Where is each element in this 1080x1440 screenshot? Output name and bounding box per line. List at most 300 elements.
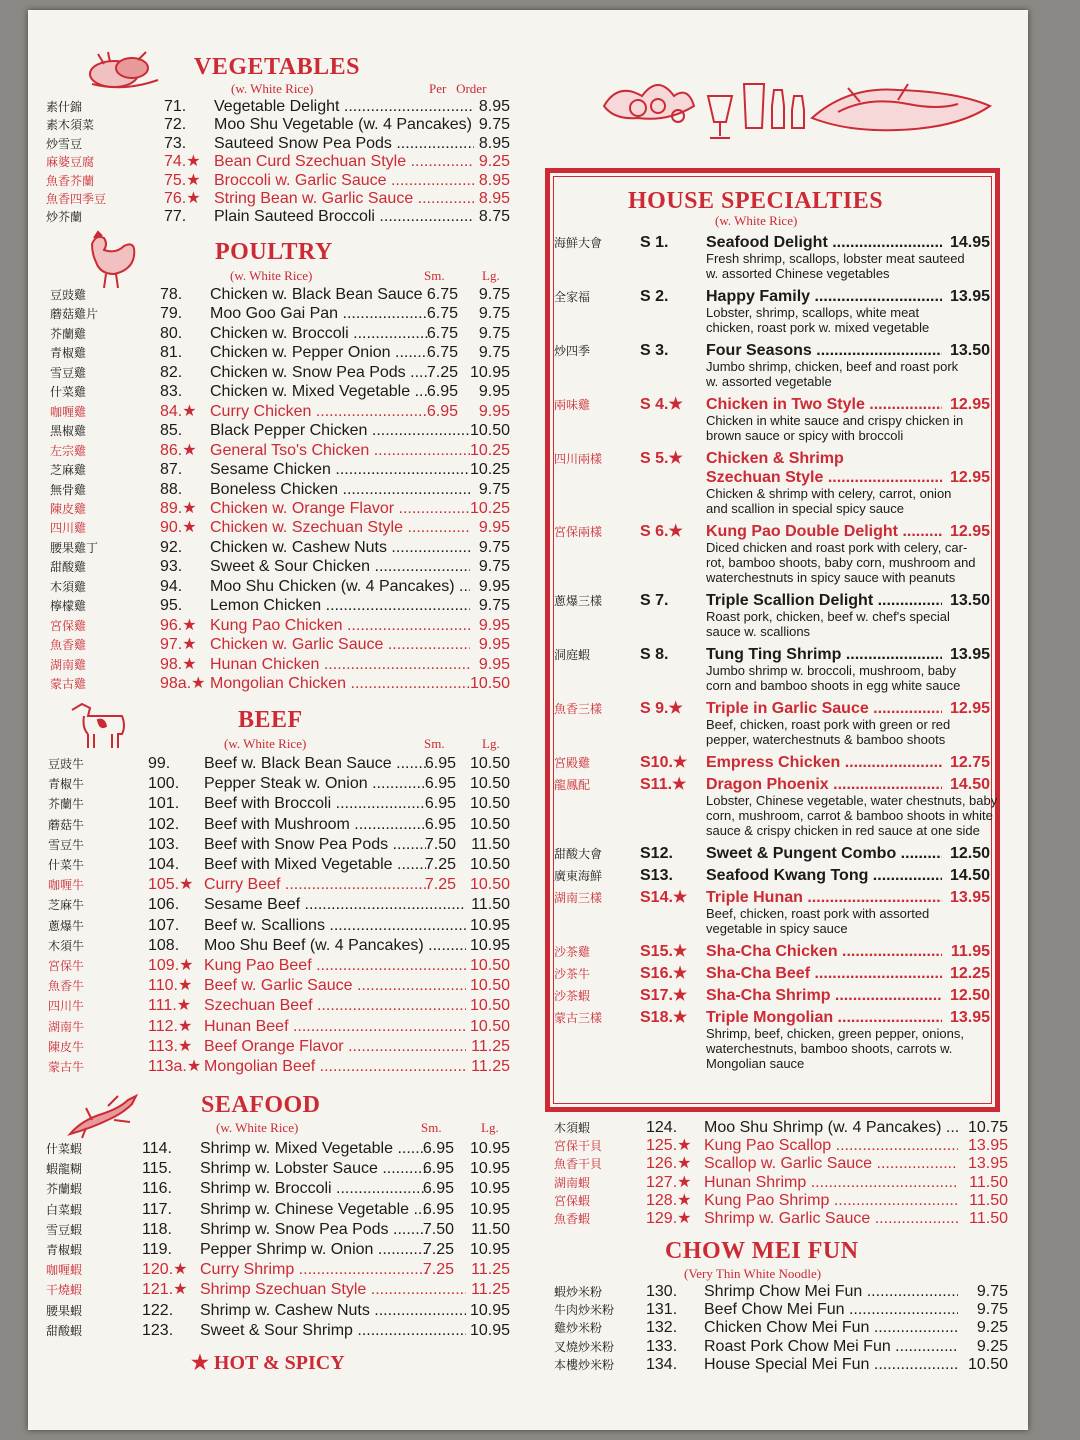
- house-special-item: [554, 449, 990, 469]
- item-number: 80.: [160, 324, 183, 342]
- item-name: Moo Goo Gai Pan .....: [210, 304, 428, 324]
- item-price: 12.95: [949, 469, 990, 486]
- item-price-large: 10.95: [469, 1321, 510, 1339]
- item-number: 106.: [148, 896, 180, 914]
- item-name: Sha-Cha Shrimp .....: [706, 986, 942, 1006]
- item-price-small: 7.50: [424, 835, 456, 853]
- item-name: Plain Sauteed Broccoli .....: [214, 207, 474, 227]
- house-special-item: [554, 591, 990, 611]
- item-chinese-name: 木須蝦: [554, 1121, 591, 1135]
- item-chinese-name: 魚香四季豆: [46, 192, 107, 206]
- poultry-title: POULTRY: [215, 239, 333, 265]
- item-number: S17.★: [640, 987, 688, 1004]
- item-name: Hunan Chicken .....: [210, 655, 470, 675]
- item-price-small: 6.95: [422, 1160, 454, 1178]
- item-description: chicken, roast pork w. mixed vegetable: [706, 320, 930, 335]
- item-name: Chicken w. Black Bean Sauce .....: [210, 285, 428, 305]
- item-description: and scallion in special spicy sauce: [706, 501, 904, 516]
- item-name: General Tso's Chicken .....: [210, 441, 470, 461]
- poultry-menu-item: [50, 441, 510, 461]
- item-price-large: 10.95: [469, 1160, 510, 1178]
- poultry-menu-item: [50, 616, 510, 636]
- item-number: 110.★: [148, 977, 193, 995]
- item-price-large: 10.50: [469, 1017, 510, 1035]
- chow-mei-fun-title: CHOW MEI FUN: [665, 1238, 859, 1264]
- item-name: Kung Pao Beef .....: [204, 956, 466, 976]
- item-number: 120.★: [142, 1261, 188, 1279]
- item-price: 8.75: [478, 208, 510, 226]
- seafood-menu-item: [46, 1220, 510, 1240]
- chow-mei-fun-item: [554, 1282, 1008, 1302]
- item-price: 8.95: [478, 171, 510, 189]
- item-name: Chicken w. Broccoli .....: [210, 324, 428, 344]
- item-chinese-name: 宮保兩樣: [554, 525, 603, 539]
- item-name: Curry Chicken .....: [210, 402, 428, 422]
- extra-seafood-item: [554, 1173, 1008, 1193]
- item-name: Triple Hunan .....: [706, 888, 942, 908]
- poultry-menu-item: [50, 343, 510, 363]
- item-chinese-name: 麻婆豆腐: [46, 155, 95, 170]
- vegetables-menu-item: [46, 189, 510, 209]
- item-price-small: 7.25: [424, 876, 456, 894]
- beef-menu-item: [48, 774, 510, 794]
- item-name: Shrimp w. Mixed Vegetable .....: [200, 1139, 426, 1159]
- item-name: Shrimp w. Cashew Nuts .....: [200, 1301, 466, 1321]
- beef-menu-item: [48, 855, 510, 875]
- seafood-menu-item: [46, 1200, 510, 1220]
- item-number: S 5.★: [640, 450, 683, 467]
- item-number: 88.: [160, 480, 183, 498]
- poultry-menu-item: [50, 577, 510, 597]
- item-price-large: 9.95: [478, 655, 510, 673]
- house-special-item: [554, 753, 990, 773]
- seafood-menu-item: [46, 1301, 510, 1321]
- item-name: String Bean w. Garlic Sauce .....: [214, 189, 474, 209]
- beef-lg-header: Lg.: [482, 736, 500, 751]
- item-price: 11.50: [969, 1173, 1008, 1191]
- item-number: 79.: [160, 305, 183, 323]
- vegetables-menu-item: [46, 171, 510, 191]
- item-description: Jumbo shrimp, chicken, beef and roast pork: [706, 359, 959, 374]
- item-name-line2: Szechuan Style .....: [706, 468, 942, 488]
- item-chinese-name: 雪豆牛: [48, 837, 85, 852]
- item-chinese-name: 廣東海鮮: [554, 869, 603, 883]
- item-number: 78.: [160, 286, 183, 303]
- item-number: S14.★: [640, 889, 688, 906]
- item-price-small: 7.50: [422, 1220, 454, 1238]
- item-name: Roast Pork Chow Mei Fun .....: [704, 1337, 958, 1357]
- chow-mei-fun-item: [554, 1318, 1008, 1338]
- item-description: Diced chicken and roast pork with celery, car-: [706, 540, 968, 555]
- item-price-large: 11.25: [471, 1281, 510, 1299]
- house-special-item: [554, 942, 990, 962]
- item-chinese-name: 湖南三樣: [554, 891, 603, 905]
- vegetables-menu-item: [46, 134, 510, 154]
- item-chinese-name: 青椒雞: [50, 346, 87, 361]
- item-number: 100.: [148, 775, 180, 793]
- poultry-subtitle: (w. White Rice): [230, 268, 313, 283]
- item-number: 77.: [164, 208, 187, 226]
- item-chinese-name: 芥蘭蝦: [46, 1182, 83, 1197]
- seafood-menu-item: [46, 1321, 510, 1341]
- item-chinese-name: 咖喱牛: [48, 878, 85, 893]
- item-chinese-name: 蘑菇牛: [48, 817, 85, 832]
- item-description: Beef, chicken, roast pork with assorted: [706, 906, 930, 921]
- item-price-large: 10.50: [469, 957, 510, 974]
- item-price-small: 7.25: [426, 363, 458, 381]
- item-number: 102.: [148, 815, 180, 833]
- item-number: 71.: [164, 98, 187, 115]
- item-price: 13.95: [967, 1137, 1008, 1155]
- item-name: Tung Ting Shrimp .....: [706, 645, 942, 665]
- item-number: 131.: [646, 1301, 678, 1319]
- item-price-large: 10.50: [469, 997, 510, 1015]
- item-price-large: 10.95: [469, 1241, 510, 1258]
- item-name: Dragon Phoenix .....: [706, 775, 942, 795]
- item-number: S13.: [640, 867, 673, 884]
- item-chinese-name: 宮保牛: [48, 959, 85, 973]
- vegetables-subtitle: (w. White Rice): [231, 81, 314, 96]
- item-chinese-name: 湖南牛: [48, 1019, 85, 1034]
- item-chinese-name: 蒙古牛: [48, 1060, 85, 1074]
- item-number: 126.★: [646, 1155, 692, 1173]
- item-chinese-name: 蝦炒米粉: [554, 1285, 603, 1299]
- item-chinese-name: 宮保雞: [50, 618, 87, 633]
- item-price-large: 9.75: [478, 344, 510, 362]
- item-price-large: 10.50: [469, 422, 510, 440]
- item-chinese-name: 蘑菇雞片: [50, 307, 99, 322]
- seafood-subtitle: (w. White Rice): [216, 1120, 299, 1135]
- item-name: Vegetable Delight .....: [214, 97, 474, 117]
- item-number: S 1.: [640, 234, 669, 251]
- item-number: 85.: [160, 422, 183, 440]
- item-number: S 9.★: [640, 700, 683, 717]
- extra-seafood-item: [554, 1154, 1008, 1174]
- item-chinese-name: 沙茶蝦: [554, 989, 591, 1003]
- item-number: 90.★: [160, 519, 197, 537]
- item-price: 13.95: [949, 889, 990, 906]
- item-chinese-name: 雪豆蝦: [46, 1222, 83, 1237]
- item-chinese-name: 青椒蝦: [46, 1243, 83, 1257]
- item-chinese-name: 芝麻牛: [48, 898, 85, 913]
- poultry-menu-item: [50, 480, 510, 500]
- item-price: 8.95: [478, 190, 510, 207]
- item-number: 81.: [160, 344, 183, 362]
- item-price-large: 10.50: [469, 675, 510, 692]
- beef-menu-item: [48, 996, 510, 1016]
- extra-seafood-item: [554, 1209, 1008, 1229]
- item-name: Hunan Shrimp .....: [704, 1173, 958, 1193]
- item-name: Moo Shu Vegetable (w. 4 Pancakes) .....: [214, 115, 474, 135]
- item-name: Shrimp w. Broccoli .....: [200, 1179, 426, 1199]
- item-name: Kung Pao Chicken .....: [210, 616, 470, 636]
- item-price: 13.95: [967, 1155, 1008, 1173]
- item-number: S 4.★: [640, 396, 683, 413]
- poultry-menu-item: [50, 538, 510, 558]
- item-description: Chicken in white sauce and crispy chicken in: [706, 413, 964, 428]
- item-number: S12.: [640, 845, 673, 862]
- item-price-large: 9.95: [478, 519, 510, 537]
- item-chinese-name: 海鮮大會: [554, 236, 603, 250]
- extra-seafood-item: [554, 1191, 1008, 1211]
- house-special-item: [554, 233, 990, 253]
- item-name: Sweet & Sour Shrimp .....: [200, 1321, 466, 1341]
- item-name: Beef with Snow Pea Pods .....: [204, 835, 426, 855]
- item-number: S 8.: [640, 646, 669, 663]
- item-price-large: 10.95: [469, 363, 510, 381]
- item-price-large: 11.25: [471, 1037, 510, 1055]
- poultry-menu-item: [50, 499, 510, 519]
- item-chinese-name: 什菜蝦: [46, 1142, 83, 1156]
- item-name: Curry Shrimp .....: [200, 1260, 426, 1280]
- item-chinese-name: 腰果雞丁: [50, 540, 99, 555]
- item-number: 128.★: [646, 1191, 692, 1209]
- item-price-small: 6.75: [426, 344, 458, 362]
- item-name: Triple in Garlic Sauce .....: [706, 699, 942, 719]
- item-chinese-name: 魚香雞: [50, 638, 87, 653]
- item-description: corn, mushroom, carrot & bamboo shoots in white: [706, 808, 993, 823]
- item-name: Sweet & Pungent Combo .....: [706, 844, 942, 864]
- item-name: Mongolian Beef .....: [204, 1057, 466, 1077]
- item-price-large: 10.50: [469, 775, 510, 793]
- house-special-item: [554, 964, 990, 984]
- poultry-menu-item: [50, 655, 510, 675]
- item-name: Chicken w. Snow Pea Pods .....: [210, 363, 428, 383]
- item-number: 75.★: [164, 171, 201, 189]
- item-number: 89.★: [160, 499, 197, 517]
- poultry-menu-item: [50, 460, 510, 480]
- item-chinese-name: 魚香三樣: [554, 702, 603, 716]
- seafood-menu-item: [46, 1260, 510, 1280]
- item-name: Shrimp w. Chinese Vegetable .....: [200, 1200, 426, 1220]
- item-chinese-name: 黑椒雞: [50, 424, 87, 439]
- item-chinese-name: 陳皮牛: [48, 1039, 85, 1054]
- item-description: vegetable in spicy sauce: [706, 921, 848, 936]
- item-description: Shrimp, beef, chicken, green pepper, onions,: [706, 1026, 964, 1041]
- item-description: w. assorted Chinese vegetables: [706, 266, 890, 281]
- item-number: 74.★: [164, 153, 201, 171]
- item-price-small: 6.75: [426, 305, 458, 323]
- item-name: Chicken w. Pepper Onion .....: [210, 343, 428, 363]
- item-chinese-name: 青椒牛: [48, 777, 85, 792]
- beef-menu-item: [48, 875, 510, 895]
- item-number: 115.: [142, 1160, 172, 1178]
- item-chinese-name: 甜酸蝦: [46, 1323, 83, 1338]
- item-number: 76.★: [164, 190, 201, 207]
- beef-menu-item: [48, 835, 510, 855]
- cow-illustration: [68, 700, 130, 752]
- lobster-illustration: [62, 1092, 142, 1140]
- item-price-large: 10.95: [469, 936, 510, 954]
- item-name: Kung Pao Double Delight .....: [706, 522, 942, 542]
- item-name: Scallop w. Garlic Sauce .....: [704, 1154, 958, 1174]
- item-price: 12.50: [949, 845, 990, 862]
- seafood-menu-item: [46, 1240, 510, 1260]
- chow-mei-fun-item: [554, 1300, 1008, 1320]
- item-name: Kung Pao Shrimp .....: [704, 1191, 958, 1211]
- item-price: 14.50: [949, 776, 990, 793]
- item-price-small: 6.95: [424, 815, 456, 833]
- item-price-large: 11.50: [471, 896, 510, 914]
- item-name: Chicken Chow Mei Fun .....: [704, 1318, 958, 1338]
- item-chinese-name: 蒙古雞: [50, 677, 87, 691]
- item-chinese-name: 炒芥蘭: [46, 210, 83, 225]
- item-chinese-name: 炒雪豆: [46, 136, 83, 151]
- beef-menu-item: [48, 916, 510, 936]
- item-name: Black Pepper Chicken .....: [210, 421, 470, 441]
- vegetables-menu-item: [46, 115, 510, 135]
- item-price: 12.95: [949, 396, 990, 413]
- seafood-title: SEAFOOD: [201, 1092, 321, 1118]
- item-number: 119.: [142, 1241, 172, 1258]
- item-description: corn and bamboo shoots in egg white sauce: [706, 678, 961, 693]
- item-chinese-name: 咖喱雞: [50, 404, 87, 419]
- house-special-item: [554, 522, 990, 542]
- item-name: Shrimp w. Garlic Sauce .....: [704, 1209, 958, 1229]
- item-price-large: 10.50: [469, 795, 510, 813]
- item-chinese-name: 素什錦: [46, 100, 83, 114]
- item-description: Chicken & shrimp with celery, carrot, onion: [706, 486, 952, 501]
- item-price: 8.95: [478, 98, 510, 115]
- seafood-lg-header: Lg.: [481, 1120, 499, 1135]
- item-price-small: 7.25: [422, 1261, 454, 1279]
- item-description: Lobster, shrimp, scallops, white meat: [706, 305, 920, 320]
- item-price-small: 6.75: [426, 324, 458, 342]
- poultry-sm-header: Sm.: [424, 268, 445, 283]
- vegetables-menu-item: [46, 97, 510, 117]
- beef-title: BEEF: [238, 707, 303, 733]
- item-chinese-name: 兩味雞: [554, 398, 591, 412]
- item-number: 133.: [646, 1337, 678, 1355]
- item-number: 113.★: [148, 1037, 193, 1055]
- item-number: S15.★: [640, 943, 688, 960]
- item-name: Seafood Kwang Tong .....: [706, 866, 942, 886]
- item-price-large: 10.25: [469, 441, 510, 459]
- item-name: Shrimp w. Snow Pea Pods .....: [200, 1220, 426, 1240]
- house-special-item: [554, 645, 990, 665]
- item-description: Roast pork, chicken, beef w. chef's special: [706, 609, 950, 624]
- menu-sheet: [28, 10, 1028, 1430]
- item-chinese-name: 左宗雞: [50, 443, 87, 458]
- beef-menu-item: [48, 815, 510, 835]
- item-description: sauce w. scallions: [706, 624, 811, 639]
- seafood-menu-item: [46, 1139, 510, 1159]
- beef-menu-item: [48, 936, 510, 956]
- item-name: Chicken & Shrimp: [706, 450, 844, 467]
- item-price: 14.95: [949, 234, 990, 251]
- item-chinese-name: 魚香干貝: [554, 1157, 603, 1172]
- item-price-large: 10.95: [469, 1180, 510, 1198]
- item-name: Empress Chicken .....: [706, 753, 942, 773]
- item-number: 117.: [142, 1200, 172, 1218]
- item-name: Szechuan Beef .....: [204, 996, 466, 1016]
- item-name: Chicken w. Szechuan Style .....: [210, 518, 470, 538]
- house-special-item: [554, 1008, 990, 1028]
- item-name: Chicken w. Mixed Vegetable .....: [210, 382, 428, 402]
- item-number: S 2.: [640, 288, 669, 305]
- item-number: 124.: [646, 1119, 678, 1136]
- item-price-small: 6.95: [424, 775, 456, 793]
- item-chinese-name: 干燒蝦: [46, 1283, 83, 1298]
- item-chinese-name: 四川雞: [50, 521, 87, 536]
- item-price: 14.50: [949, 867, 990, 884]
- item-chinese-name: 芝麻雞: [50, 463, 87, 478]
- item-number: 103.: [148, 835, 180, 853]
- item-chinese-name: 湖南蝦: [554, 1175, 591, 1190]
- item-description: waterchestnuts in spicy sauce with peanuts: [706, 570, 956, 585]
- item-description: Jumbo shrimp w. broccoli, mushroom, baby: [706, 663, 956, 678]
- item-description: rot, bamboo shoots, baby corn, mushroom and: [706, 555, 976, 570]
- item-number: 109.★: [148, 957, 194, 974]
- item-description: waterchestnuts, bamboo shoots, carrots w.: [706, 1041, 953, 1056]
- item-name: Sesame Beef .....: [204, 895, 466, 915]
- vegetables-col-header: Per Order: [429, 81, 487, 96]
- item-name: Curry Beef .....: [204, 875, 426, 895]
- poultry-menu-item: [50, 402, 510, 422]
- item-price: 9.25: [478, 153, 510, 171]
- item-chinese-name: 魚香蝦: [554, 1212, 591, 1226]
- house-special-item: [554, 341, 990, 361]
- item-name: Boneless Chicken .....: [210, 480, 470, 500]
- vegetables-menu-item: [46, 152, 510, 172]
- item-name: Chicken in Two Style .....: [706, 395, 942, 415]
- item-number: 92.: [160, 538, 183, 556]
- item-price-small: 6.95: [422, 1140, 454, 1157]
- item-number: S11.★: [640, 776, 687, 793]
- item-price-large: 9.95: [478, 636, 510, 654]
- item-name: Chicken w. Cashew Nuts .....: [210, 538, 470, 558]
- item-chinese-name: 木須雞: [50, 579, 87, 594]
- item-price-large: 10.50: [469, 856, 510, 873]
- item-number: 105.★: [148, 876, 194, 894]
- vegetables-menu-item: [46, 207, 510, 227]
- item-price-large: 9.75: [478, 286, 510, 303]
- item-description: sauce & crispy chicken in red sauce at one side: [706, 823, 980, 838]
- item-name: Chicken w. Garlic Sauce .....: [210, 635, 470, 655]
- item-name: Mongolian Chicken .....: [210, 674, 470, 694]
- poultry-menu-item: [50, 518, 510, 538]
- item-price: 8.95: [478, 134, 510, 152]
- item-chinese-name: 雪豆雞: [50, 365, 87, 380]
- house-special-item: [554, 866, 990, 886]
- beef-menu-item: [48, 895, 510, 915]
- item-price-large: 9.75: [478, 480, 510, 498]
- item-name: Beef w. Black Bean Sauce .....: [204, 754, 426, 774]
- item-chinese-name: 魚香芥蘭: [46, 173, 95, 188]
- item-price-large: 9.95: [478, 577, 510, 595]
- item-name: Sesame Chicken .....: [210, 460, 470, 480]
- item-name: Seafood Delight .....: [706, 233, 942, 253]
- item-name: Broccoli w. Garlic Sauce .....: [214, 171, 474, 191]
- item-number: 116.: [142, 1180, 172, 1198]
- item-name: Sha-Cha Chicken .....: [706, 942, 942, 962]
- item-number: 95.: [160, 597, 183, 615]
- item-name: Shrimp Chow Mei Fun .....: [704, 1282, 958, 1302]
- item-price-small: 7.25: [422, 1241, 454, 1258]
- item-price: 10.75: [967, 1119, 1008, 1136]
- item-chinese-name: 蒙古三樣: [554, 1011, 603, 1025]
- item-name: Sweet & Sour Chicken .....: [210, 557, 470, 577]
- item-description: w. assorted vegetable: [706, 374, 832, 389]
- poultry-menu-item: [50, 421, 510, 441]
- item-price-large: 10.25: [469, 499, 510, 517]
- item-chinese-name: 四川牛: [48, 999, 85, 1014]
- item-price-large: 9.75: [478, 597, 510, 615]
- item-name: Four Seasons .....: [706, 341, 942, 361]
- chow-mei-fun-item: [554, 1355, 1008, 1375]
- item-chinese-name: 陳皮雞: [50, 501, 87, 516]
- item-number: 134.: [646, 1355, 678, 1373]
